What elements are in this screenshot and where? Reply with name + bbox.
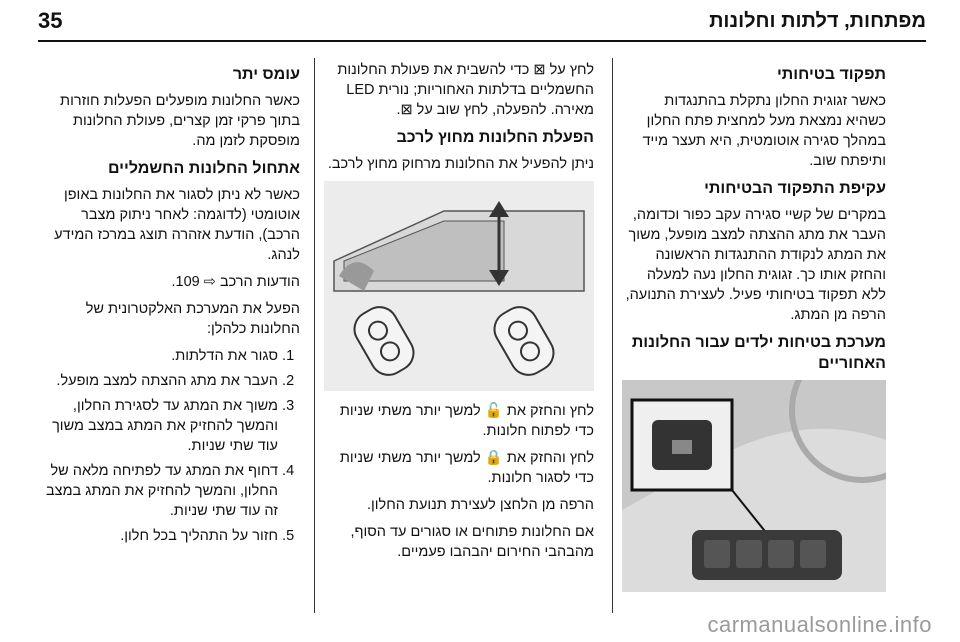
section-heading: עומס יתר: [232, 66, 300, 83]
paragraph: לחץ והחזק את 🔒 למשך יותר משתי שניות כדי לסגור חלונות.: [339, 450, 594, 486]
section-heading: הפעלת החלונות מחוץ לרכב: [396, 129, 594, 146]
paragraph: אם החלונות פתוחים או סגורים עד הסוף, מהבהבי החירום יהבהבו פעמיים.: [350, 524, 594, 560]
section-heading: אתחול החלונות החשמליים: [107, 160, 300, 177]
column-right: [622, 60, 886, 602]
list-item: 3. משוך את המתג עד לסגירת החלון, והמשך להחזיק את המתג במצב משוך עוד שתי שניות.: [38, 396, 278, 456]
paragraph: במקרים של קשיי סגירה עקב כפור וכדומה, העבר את מתג ההצתה למצב מופעל, משוך את המתג לנקודת ההתנגדות הראשונה והחזק אותו כך. זגוגית החלון נעה למעלה ללא תפקוד בטיחותי פעיל. לעצירת התנועה, הרפה מן המתג.: [625, 207, 886, 323]
list-item: 1. סגור את הדלתות.: [38, 346, 278, 366]
list-item: 2. העבר את מתג ההצתה למצב מופעל.: [38, 371, 278, 391]
page-title: מפתחות, דלתות וחלונות: [709, 10, 926, 32]
paragraph: הרפה מן הלחצן לעצירת תנועת החלון.: [366, 497, 594, 513]
section-heading: תפקוד בטיחותי: [776, 66, 886, 83]
section-heading: מערכת בטיחות ילדים עבור החלונות האחוריים: [631, 334, 886, 372]
column-middle: [324, 60, 594, 569]
paragraph: כאשר לא ניתן לסגור את החלונות באופן אוטומטי (לדוגמה: לאחר ניתוק מצבר הרכב), הודעת אזהרה תוצג במרכז המידע לנהג.: [54, 187, 300, 263]
column-divider: [314, 58, 315, 613]
column-divider: [612, 58, 613, 613]
list-item: 5. חזור על התהליך בכל חלון.: [38, 526, 278, 546]
page-header: [38, 8, 926, 38]
paragraph: כאשר החלונות מופעלים הפעלות חוזרות בתוך פרקי זמן קצרים, פעולת החלונות מופסקת לזמן מה.: [60, 93, 300, 149]
paragraph: כאשר זגוגית החלון נתקלת בהתנגדות כשהיא נמצאת מעל למחצית פתח החלון במהלך סגירה אוטומטית, היא תעצר מייד ותיפתח שוב.: [642, 93, 886, 169]
paragraph: ניתן להפעיל את החלונות מרחוק מחוץ לרכב.: [327, 156, 594, 172]
paragraph: לחץ על ⊠ כדי להשבית את פעולת החלונות החשמליים בדלתות האחוריות; נורית LED מאירה. להפעלה, לחץ שוב על ⊠.: [337, 62, 594, 118]
page-number: 35: [38, 8, 63, 33]
list-item: 4. דחוף את המתג עד לפתיחה מלאה של החלון, והמשך להחזיק את המתג במצב זה עוד שתי שניות.: [38, 461, 278, 521]
door-switch-panel-image: [622, 380, 886, 592]
column-left: [38, 60, 300, 551]
section-heading: עקיפת התפקוד הבטיחותי: [704, 180, 886, 197]
watermark: carmanualsonline.info: [707, 612, 932, 637]
paragraph: לחץ והחזק את 🔓 למשך יותר משתי שניות כדי לפתוח חלונות.: [339, 403, 594, 439]
car-window-remote-image: [324, 181, 594, 391]
header-rule: [38, 40, 926, 42]
paragraph: הודעות הרכב ⇨ 109.: [171, 274, 300, 290]
steps-list: [38, 346, 300, 546]
paragraph: הפעל את המערכת האלקטרונית של החלונות כלהלן:: [85, 301, 300, 337]
